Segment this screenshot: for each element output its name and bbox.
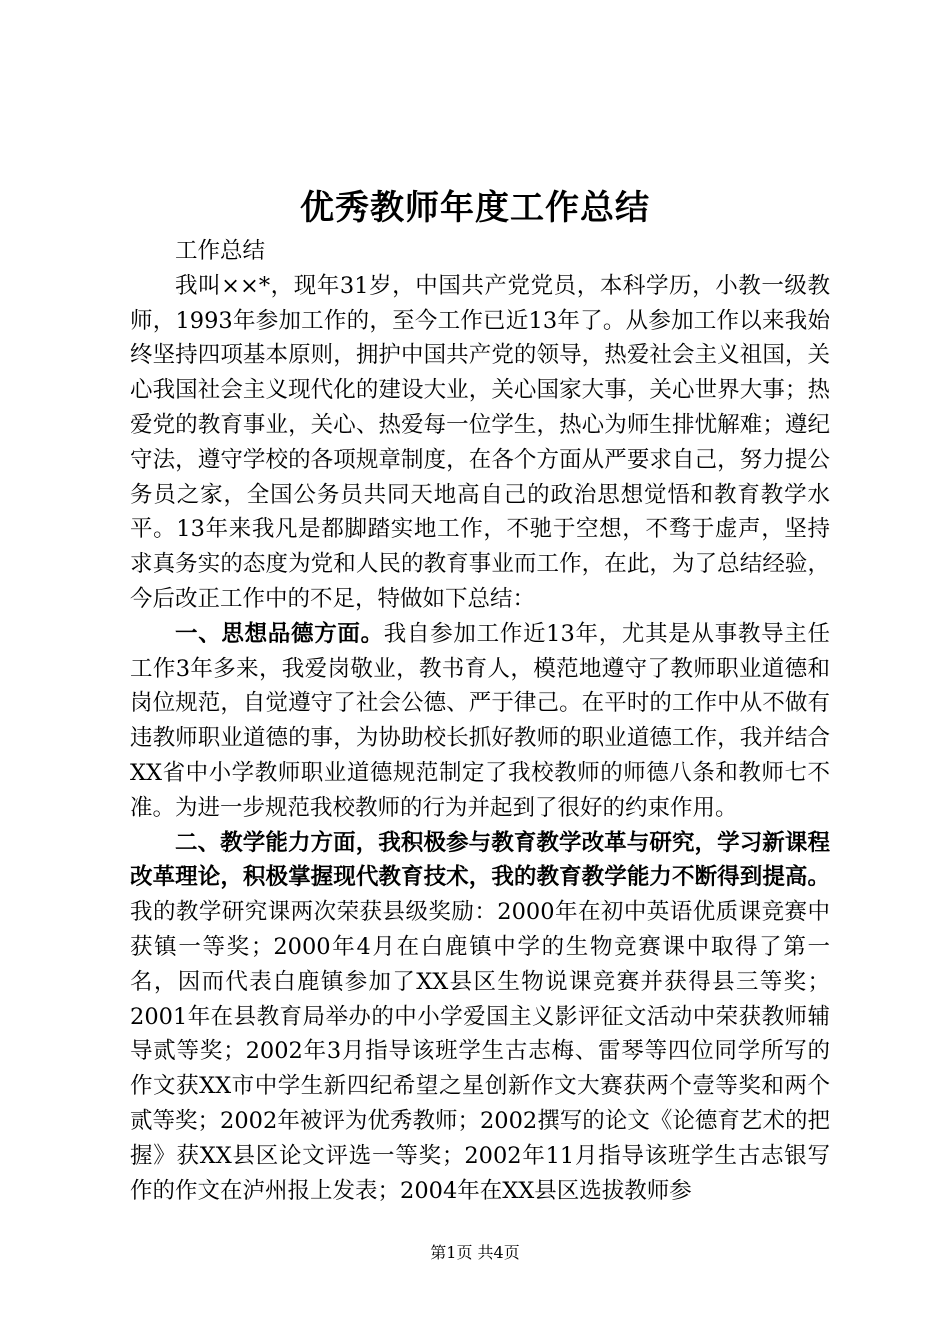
body-paragraph-intro	[130, 269, 830, 617]
document-body	[130, 234, 830, 1208]
body-paragraph-teaching	[130, 826, 830, 1209]
paragraph-text: 我的教学研究课两次荣获县级奖励：2000年在初中英语优质课竞赛中获镇一等奖；2000年4月在白鹿镇中学的生物竞赛课中取得了第一名，因而代表白鹿镇参加了XX县区生物说课竞赛并获得县三等奖；2001年在县教育局举办的中小学爱国主义影评征文活动中荣获教师辅导贰等奖；2002年3月指导该班学生古志梅、雷琴等四位同学所写的作文获XX市中学生新四纪希望之星创新作文大赛获两个壹等奖和两个贰等奖；2002年被评为优秀教师；2002撰写的论文《论德育艺术的把握》获XX县区论文评选一等奖；2002年11月指导该班学生古志银写作的作文在泸州报上发表；2004年在XX县区选拔教师参	[130, 899, 830, 1204]
subtitle-text: 工作总结	[175, 238, 266, 264]
section-heading-teaching: 二、教学能力方面，我积极参与教育教学改革与研究，学习新课程改革理论，积极掌握现代教育技术，我的教育教学能力不断得到提高。	[130, 829, 830, 891]
paragraph-text: 我叫××*，现年31岁，中国共产党党员，本科学历，小教一级教师，1993年参加工作的，至今工作已近13年了。从参加工作以来我始终坚持四项基本原则，拥护中国共产党的领导，热爱社会主义祖国，关心我国社会主义现代化的建设大业，关心国家大事，关心世界大事；热爱党的教育事业，关心、热爱每一位学生，热心为师生排忧解难；遵纪守法，遵守学校的各项规章制度，在各个方面从严要求自己，努力提公务员之家，全国公务员共同天地高自己的政治思想觉悟和教育教学水平。13年来我凡是都脚踏实地工作，不驰于空想，不骛于虚声，坚持求真务实的态度为党和人民的教育事业而工作，在此，为了总结经验，今后改正工作中的不足，特做如下总结：	[130, 272, 830, 612]
paragraph-text: 我自参加工作近13年，尤其是从事教导主任工作3年多来，我爱岗敬业，教书育人，模范地遵守了教师职业道德和岗位规范，自觉遵守了社会公德、严于律己。在平时的工作中从不做有违教师职业道德的事，为协助校长抓好教师的职业道德工作，我并结合XX省中小学教师职业道德规范制定了我校教师的师德八条和教师七不准。为进一步规范我校教师的行为并起到了很好的约束作用。	[130, 620, 830, 821]
body-paragraph-moral	[130, 617, 830, 826]
subtitle-paragraph	[130, 234, 830, 269]
document-title: 优秀教师年度工作总结	[300, 188, 650, 228]
page-number-footer: 第1页 共4页	[430, 1243, 520, 1262]
section-heading-moral: 一、思想品德方面。	[175, 620, 384, 647]
